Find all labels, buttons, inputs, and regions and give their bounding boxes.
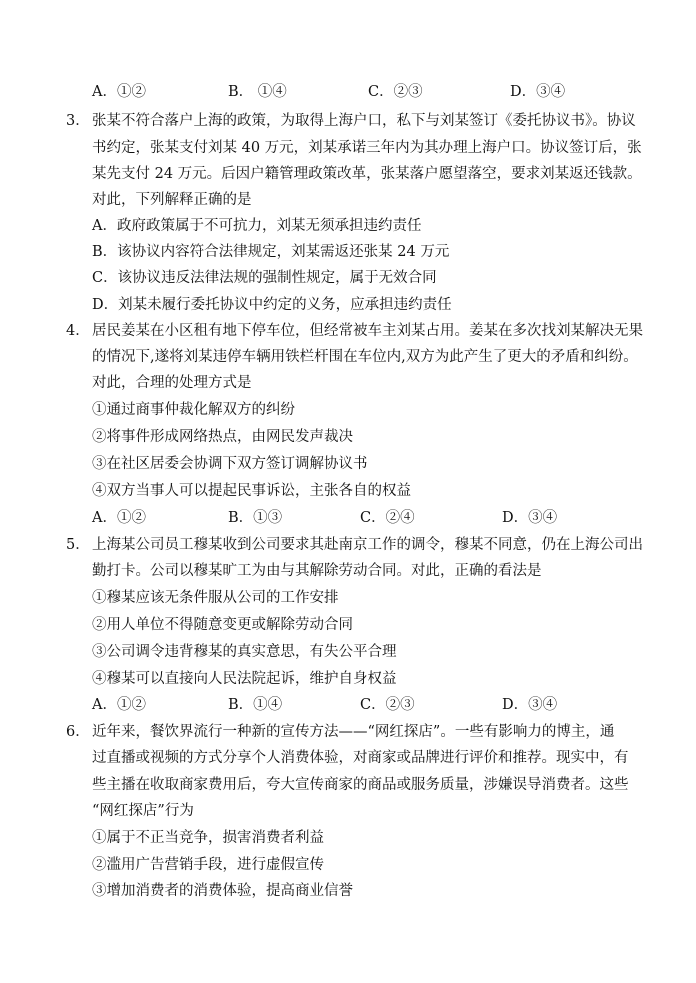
q4-stem-line: 对此，合理的处理方式是	[92, 375, 252, 391]
q4-stem-line: 居民姜某在小区租有地下停车位，但经常被车主刘某占用。姜某在多次找刘某解决无果	[92, 323, 643, 339]
q2-option-c: C．②③	[368, 84, 423, 100]
q4-option-b: B．①③	[228, 510, 283, 526]
q6-stem-line: “网红探店”行为	[92, 803, 194, 819]
q6-item: ②滥用广告营销手段，进行虚假宣传	[92, 857, 324, 873]
q4-option-c: C．②④	[360, 510, 415, 526]
q5-item: ②用人单位不得随意变更或解除劳动合同	[92, 617, 353, 633]
q3-choice-b: B．该协议内容符合法律规定，刘某需返还张某 24 万元	[92, 244, 450, 260]
q3-number: 3．	[66, 113, 90, 129]
q6-stem-line: 过直播或视频的方式分享个人消费体验，对商家或品牌进行评价和推荐。现实中，有	[92, 750, 629, 766]
q3-stem-line: 张某不符合落户上海的政策，为取得上海户口，私下与刘某签订《委托协议书》。协议	[92, 113, 636, 129]
q2-option-b: B． ①④	[228, 84, 287, 100]
q4-item: ③在社区居委会协调下双方签订调解协议书	[92, 456, 368, 472]
q5-item: ④穆某可以直接向人民法院起诉，维护自身权益	[92, 671, 397, 687]
q4-option-d: D．③④	[502, 510, 558, 526]
q5-option-c: C．②③	[360, 697, 415, 713]
q5-option-a: A．①②	[92, 697, 146, 713]
q5-stem-line: 勤打卡。公司以穆某旷工为由与其解除劳动合同。对此，正确的看法是	[92, 563, 542, 579]
q4-item: ④双方当事人可以提起民事诉讼，主张各自的权益	[92, 483, 411, 499]
q6-number: 6．	[66, 724, 90, 740]
q5-stem-line: 上海某公司员工穆某收到公司要求其赴南京工作的调令，穆某不同意，仍在上海公司出	[92, 537, 643, 553]
q4-number: 4．	[66, 323, 90, 339]
q3-stem-line: 对此，下列解释正确的是	[92, 192, 252, 208]
q5-option-d: D．③④	[502, 697, 558, 713]
q5-item: ③公司调令违背穆某的真实意思，有失公平合理	[92, 644, 397, 660]
q5-option-b: B．①④	[228, 697, 283, 713]
q4-item: ①通过商事仲裁化解双方的纠纷	[92, 402, 295, 418]
q5-number: 5．	[66, 537, 90, 553]
q6-item: ③增加消费者的消费体验，提高商业信誉	[92, 883, 353, 899]
q5-item: ①穆某应该无条件服从公司的工作安排	[92, 590, 339, 606]
q3-choice-c: C．该协议违反法律法规的强制性规定，属于无效合同	[92, 270, 437, 286]
q3-choice-d: D．刘某未履行委托协议中约定的义务，应承担违约责任	[92, 297, 452, 313]
q2-option-d: D．③④	[510, 84, 566, 100]
q4-option-a: A．①②	[92, 510, 146, 526]
q5-options	[92, 695, 652, 715]
q3-stem-line: 某先支付 24 万元。后因户籍管理政策改革，张某落户愿望落空，要求刘某返还钱款。	[92, 166, 642, 182]
q6-stem-line: 些主播在收取商家费用后，夸大宣传商家的商品或服务质量，涉嫌误导消费者。这些	[92, 777, 629, 793]
q4-stem-line: 的情况下,遂将刘某违停车辆用铁栏杆围在车位内,双方为此产生了更大的矛盾和纠纷。	[92, 349, 638, 365]
q6-stem-line: 近年来，餐饮界流行一种新的宣传方法——“网红探店”。一些有影响力的博主，通	[92, 724, 615, 740]
q6-item: ①属于不正当竞争，损害消费者利益	[92, 830, 324, 846]
q2-option-a: A．①②	[92, 84, 146, 100]
q3-stem-line: 书约定，张某支付刘某 40 万元，刘某承诺三年内为其办理上海户口。协议签订后，张	[92, 140, 642, 156]
q3-choice-a: A．政府政策属于不可抗力，刘某无须承担违约责任	[92, 218, 422, 234]
q4-item: ②将事件形成网络热点，由网民发声裁决	[92, 429, 353, 445]
q4-options	[92, 508, 652, 528]
q2-options	[92, 82, 652, 102]
